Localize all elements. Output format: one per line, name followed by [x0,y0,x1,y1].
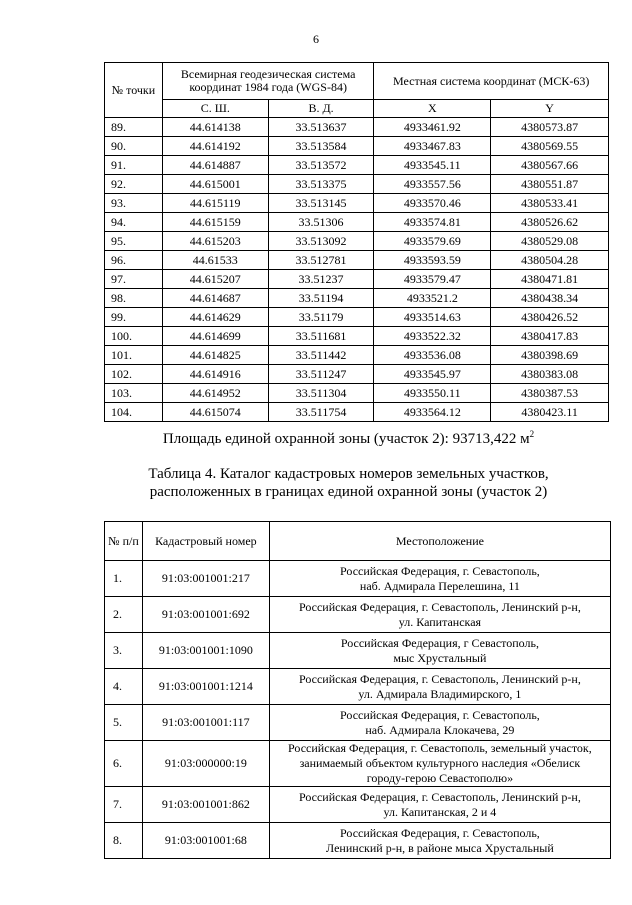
x-coord: 4933521.2 [374,289,491,308]
row-number: 5. [105,705,143,741]
y-coord: 4380526.62 [491,213,609,232]
table-row [105,787,611,823]
x-coord: 4933536.08 [374,346,491,365]
table-row [105,384,609,403]
point-number: 103. [105,384,163,403]
table-row [105,669,611,705]
table-row [105,705,611,741]
y-coord: 4380423.11 [491,403,609,422]
header-latitude: С. Ш. [162,100,268,118]
x-coord: 4933579.47 [374,270,491,289]
row-number: 6. [105,741,143,787]
header-y: Y [491,100,609,118]
point-number: 90. [105,137,163,156]
page-number: 6 [313,32,319,46]
table-row [105,194,609,213]
latitude: 44.61533 [162,251,268,270]
location [269,823,610,859]
x-coord: 4933545.11 [374,156,491,175]
cadastral-number: 91:03:001001:1214 [142,669,269,705]
latitude: 44.615159 [162,213,268,232]
location-line: Российская Федерация, г. Севастополь, [340,563,540,578]
table-row [105,156,609,175]
location-line: наб. Адмирала Клокачева, 29 [365,722,515,737]
x-coord: 4933522.32 [374,327,491,346]
latitude: 44.615203 [162,232,268,251]
location-line: наб. Адмирала Перелешина, 11 [359,578,520,593]
point-number: 96. [105,251,163,270]
longitude: 33.511304 [268,384,374,403]
row-number: 7. [105,787,143,823]
table-row [105,741,611,787]
point-number: 100. [105,327,163,346]
x-coord: 4933545.97 [374,365,491,384]
y-coord: 4380551.87 [491,175,609,194]
latitude: 44.614952 [162,384,268,403]
y-coord: 4380533.41 [491,194,609,213]
latitude: 44.615074 [162,403,268,422]
location [269,669,610,705]
latitude: 44.614138 [162,118,268,137]
row-number: 8. [105,823,143,859]
table-row [105,597,611,633]
latitude: 44.614825 [162,346,268,365]
x-coord: 4933514.63 [374,308,491,327]
cadastral-number: 91:03:001001:117 [142,705,269,741]
table4-caption [0,465,632,501]
location [269,705,610,741]
longitude: 33.51179 [268,308,374,327]
location-line: Российская Федерация, г. Севастополь, [340,707,540,722]
coordinates-table [104,62,609,422]
table-row [105,175,609,194]
y-coord: 4380426.52 [491,308,609,327]
longitude: 33.51306 [268,213,374,232]
y-coord: 4380529.08 [491,232,609,251]
header-msk63: Местная система координат (МСК-63) [374,63,609,100]
table-row [105,346,609,365]
row-number: 4. [105,669,143,705]
point-number: 93. [105,194,163,213]
longitude: 33.513572 [268,156,374,175]
header-location: Местоположение [269,522,610,561]
row-number: 3. [105,633,143,669]
latitude: 44.615119 [162,194,268,213]
x-coord: 4933579.69 [374,232,491,251]
table-row [105,137,609,156]
latitude: 44.614192 [162,137,268,156]
point-number: 89. [105,118,163,137]
y-coord: 4380438.34 [491,289,609,308]
header-wgs84: Всемирная геодезическая система координат 1984 года (WGS-84) [162,63,374,100]
location-line: Российская Федерация, г. Севастополь, Ленинский р-н, [298,599,581,614]
header-x: X [374,100,491,118]
longitude: 33.513145 [268,194,374,213]
table-row [105,232,609,251]
header-point-number: № точки [105,63,163,118]
longitude: 33.51194 [268,289,374,308]
x-coord: 4933593.59 [374,251,491,270]
location-line: Российская Федерация, г. Севастополь, земельный участок, [288,741,592,755]
longitude: 33.513375 [268,175,374,194]
header-cadastral-number: Кадастровый номер [142,522,269,561]
point-number: 95. [105,232,163,251]
latitude: 44.614916 [162,365,268,384]
location-line: ул. Адмирала Владимирского, 1 [358,686,522,701]
table4-caption-line2: расположенных в границах единой охранной зоны (участок 2) [149,484,548,500]
header-row-number: № п/п [105,522,143,561]
x-coord: 4933557.56 [374,175,491,194]
point-number: 94. [105,213,163,232]
y-coord: 4380398.69 [491,346,609,365]
table-row [105,251,609,270]
y-coord: 4380504.28 [491,251,609,270]
y-coord: 4380387.53 [491,384,609,403]
y-coord: 4380383.08 [491,365,609,384]
cadastral-number: 91:03:001001:217 [142,561,269,597]
location-line: занимаемый объектом культурного наследия «Обелиск [299,756,581,770]
longitude: 33.511247 [268,365,374,384]
table4-caption-line1: Таблица 4. Каталог кадастровых номеров земельных участков, [148,466,549,482]
longitude: 33.512781 [268,251,374,270]
location-line: ул. Капитанская, 2 и 4 [383,804,497,819]
area-text: Площадь единой охранной зоны (участок 2): 93713,422 м [162,431,530,447]
area-statement [0,429,632,448]
x-coord: 4933564.12 [374,403,491,422]
table-row [105,403,609,422]
latitude: 44.615207 [162,270,268,289]
longitude: 33.513637 [268,118,374,137]
latitude: 44.614629 [162,308,268,327]
longitude: 33.511754 [268,403,374,422]
table-row [105,823,611,859]
table-row [105,118,609,137]
location-line: Российская Федерация, г. Севастополь, Ленинский р-н, [298,789,581,804]
cadastral-number: 91:03:001001:68 [142,823,269,859]
point-number: 92. [105,175,163,194]
cadastral-table [104,521,611,859]
header-longitude: В. Д. [268,100,374,118]
longitude: 33.511681 [268,327,374,346]
cadastral-number: 91:03:001001:692 [142,597,269,633]
location [269,633,610,669]
x-coord: 4933574.81 [374,213,491,232]
y-coord: 4380569.55 [491,137,609,156]
x-coord: 4933570.46 [374,194,491,213]
area-unit-superscript: 2 [529,429,535,439]
point-number: 101. [105,346,163,365]
location-line: городу-герою Севастополю» [366,771,514,785]
row-number: 1. [105,561,143,597]
x-coord: 4933467.83 [374,137,491,156]
location-line: ул. Капитанская [398,614,482,629]
x-coord: 4933550.11 [374,384,491,403]
location-line: мыс Хрустальный [393,650,487,665]
longitude: 33.513092 [268,232,374,251]
point-number: 98. [105,289,163,308]
longitude: 33.513584 [268,137,374,156]
table-row [105,327,609,346]
latitude: 44.614687 [162,289,268,308]
table-row [105,561,611,597]
location [269,787,610,823]
point-number: 104. [105,403,163,422]
location-line: Российская Федерация, г. Севастополь, [340,825,540,840]
y-coord: 4380471.81 [491,270,609,289]
table-row [105,308,609,327]
location [269,597,610,633]
cadastral-number: 91:03:001001:862 [142,787,269,823]
row-number: 2. [105,597,143,633]
table-row [105,270,609,289]
location-line: Российская Федерация, г. Севастополь, Ленинский р-н, [298,671,581,686]
cadastral-number: 91:03:001001:1090 [142,633,269,669]
longitude: 33.51237 [268,270,374,289]
latitude: 44.614699 [162,327,268,346]
y-coord: 4380417.83 [491,327,609,346]
point-number: 97. [105,270,163,289]
table-row [105,213,609,232]
x-coord: 4933461.92 [374,118,491,137]
location-line: Ленинский р-н, в районе мыса Хрустальный [326,840,554,855]
latitude: 44.615001 [162,175,268,194]
latitude: 44.614887 [162,156,268,175]
point-number: 99. [105,308,163,327]
y-coord: 4380567.66 [491,156,609,175]
cadastral-number: 91:03:000000:19 [142,741,269,787]
table-row [105,365,609,384]
location [269,741,610,787]
point-number: 91. [105,156,163,175]
point-number: 102. [105,365,163,384]
location [269,561,610,597]
longitude: 33.511442 [268,346,374,365]
table-row [105,289,609,308]
y-coord: 4380573.87 [491,118,609,137]
table-row [105,633,611,669]
location-line: Российская Федерация, г Севастополь, [340,635,539,650]
